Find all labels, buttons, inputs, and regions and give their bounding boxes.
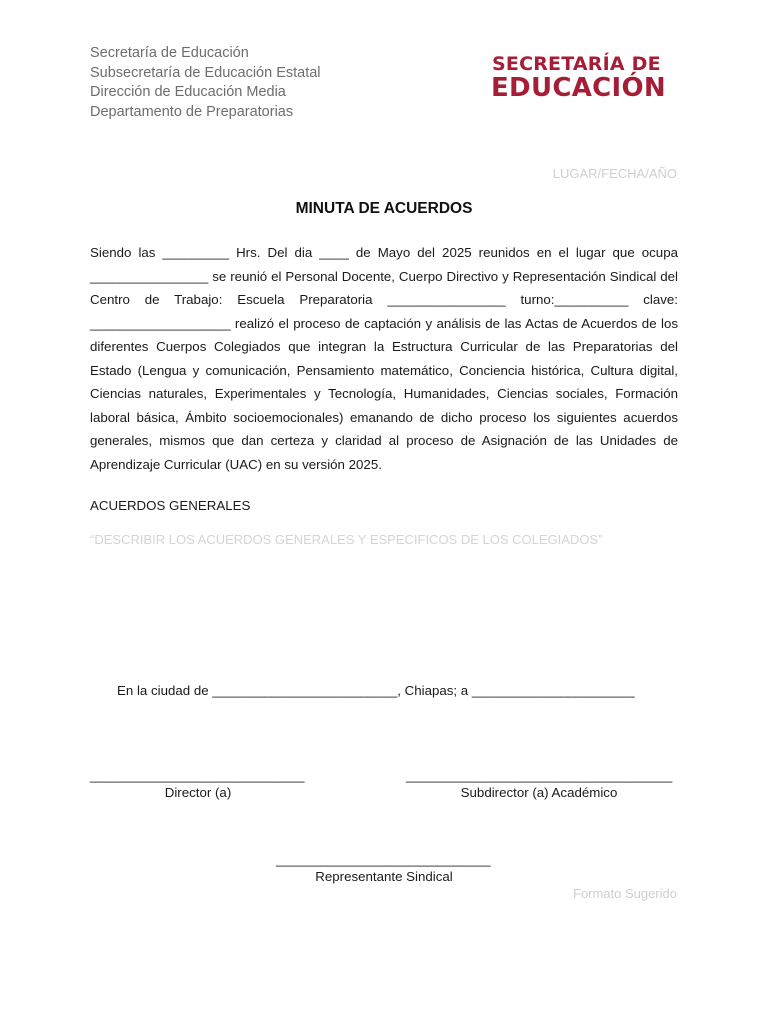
subdirector-signature-line: ____________________________________ bbox=[406, 768, 673, 783]
suggested-format-note: Formato Sugerido bbox=[572, 886, 677, 901]
logo-line-1: SECRETARÍA DE bbox=[492, 53, 661, 75]
section-heading-acuerdos: ACUERDOS GENERALES bbox=[90, 498, 251, 513]
header-line-departamento: Departamento de Preparatorias bbox=[90, 103, 294, 120]
representative-label: Representante Sindical bbox=[315, 869, 453, 884]
header-line-direccion: Dirección de Educación Media bbox=[90, 84, 286, 100]
representative-signature-line: _____________________________ bbox=[276, 852, 491, 867]
subdirector-label: Subdirector (a) Académico bbox=[460, 785, 618, 800]
header-line-subsecretaria: Subsecretaría de Educación Estatal bbox=[90, 64, 321, 81]
logo-line-2: EDUCACIÓN bbox=[491, 73, 666, 103]
director-signature-line: _____________________________ bbox=[90, 768, 305, 783]
header-line-secretaria: Secretaría de Educación bbox=[90, 45, 249, 61]
city-date-line: En la ciudad de _________________________, Chiapas; a ______________________ bbox=[117, 683, 635, 698]
place-date-placeholder: LUGAR/FECHA/AÑO bbox=[552, 166, 677, 181]
body-paragraph: Siendo las _________ Hrs. Del dia ____ de Mayo del 2025 reunidos en el lugar que ocupa ________________ se reunió el Personal Docente, Cuerpo Directivo y Representación Sindical del Centro de Trabajo: Escuela Preparatoria ________________ turno:__________ clave: ___________________ realizó el proceso de captación y análisis de las Actas de Acuerdos de los diferentes Cuerpos Colegiados que integran la Estructura Curricular de las Preparatorias del Estado (Lengua y comunicación, Pensamiento matemático, Conciencia histórica, Cultura digital, Ciencias naturales, Experimentales y Tecnología, Humanidades, Ciencias sociales, Formación laboral básica, Ámbito socioemocionales) emanando de dicho proceso los siguientes acuerdos generales, mismos que dan certeza y claridad al proceso de Asignación de las Unidades de Aprendizaje Curricular (UAC) en su versión 2025. bbox=[90, 245, 678, 472]
institution-header bbox=[90, 44, 321, 122]
agreements-placeholder: “DESCRIBIR LOS ACUERDOS GENERALES Y ESPECIFICOS DE LOS COLEGIADOS” bbox=[90, 532, 603, 547]
document-title: MINUTA DE ACUERDOS bbox=[295, 200, 473, 217]
secretaria-logo bbox=[492, 54, 666, 102]
director-label: Director (a) bbox=[164, 785, 232, 800]
